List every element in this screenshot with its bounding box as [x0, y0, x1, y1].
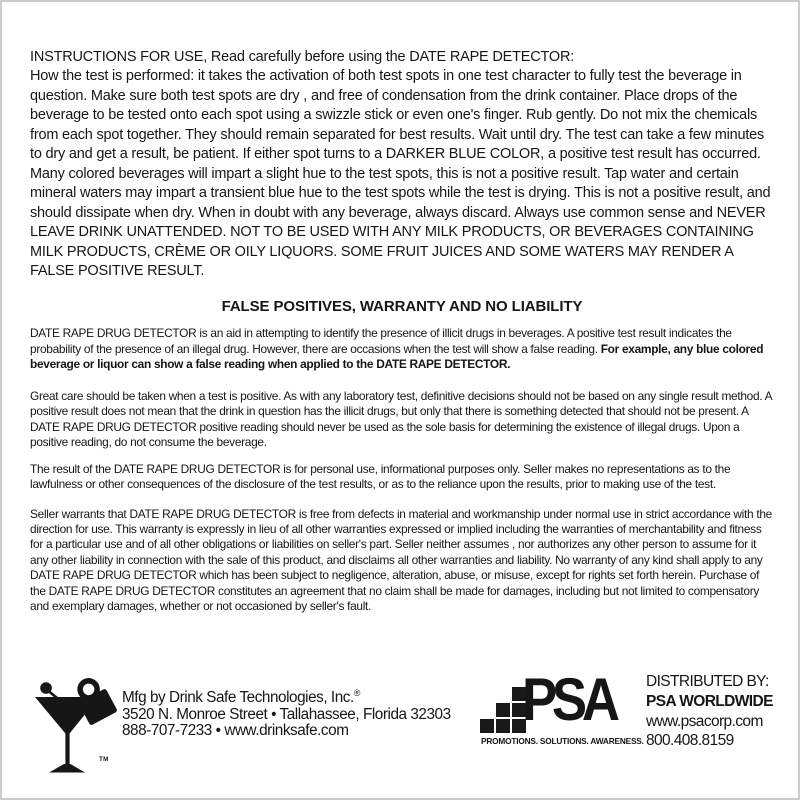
- warranty-paragraph-3: The result of the DATE RAPE DRUG DETECTOR is for personal use, informational purposes only. Seller makes no representations as to the lawfulness or other consequences of the disclosure of the test results, or as to the reliance upon the results, prior to making use of the test.: [30, 461, 731, 492]
- warranty-paragraph-1: [30, 326, 774, 372]
- warranty-paragraph-2: Great care should be taken when a test is positive. As with any laboratory test, definitive decisions should not be based on any single result method. A positive result does not mean that the drink in question has the illicit drugs, but only that there is something detected that should not be present. A DATE RAPE DRUG DETECTOR positive reading should never be used as the sole basis for determining the existence of illegal drugs. Upon a positive reading, do not consume the beverage.: [30, 388, 772, 450]
- distributor-website: www.psacorp.com: [646, 712, 763, 730]
- label-content: [30, 48, 774, 615]
- warranty-paragraph-1-bold: For example, any blue colored beverage or liquor can show a false reading when applied to the DATE RAPE DETECTOR.: [30, 341, 764, 372]
- manufacturer-name: Mfg by Drink Safe Technologies, Inc.: [122, 689, 354, 706]
- warranty-paragraph-1-normal: DATE RAPE DRUG DETECTOR is an aid in attempting to identify the presence of illicit drugs in beverages. A positive test result indicates the probability of the presence of an illegal drug. However, there are occasions when the test will show a false reading.: [30, 326, 732, 356]
- instructions-body: How the test is performed: it takes the activation of both test spots in one test character to fully test the beverage in question. Make sure both test spots are dry , and free of condensation from the drink container. Place drops of the beverage to be tested onto each spot using a swizzle stick or even one's finger. Rub gently. Do not mix the chemicals from each spot together. They should remain separated for best results. Wait until dry. The test can take a few minutes to dry and get a result, be patient. If either spot turns to a DARKER BLUE COLOR, a positive test result has occurred. Many colored beverages will impart a slight hue to the test spots, this is not a positive result. Tap water and certain mineral waters may impart a transient blue hue to the test spots while the test is drying. This is not a positive result, and should dissipate when dry. When in doubt with any beverage, always discard. Always use common sense and NEVER LEAVE DRINK UNATTENDED. NOT TO BE USED WITH ANY MILK PRODUCTS, OR BEVERAGES CONTAINING MILK PRODUCTS, CRÈME OR OILY LIQUORS. SOME FRUIT JUICES AND SOME WATERS MAY RENDER A FALSE POSITIVE RESULT.: [30, 68, 771, 279]
- psa-logo: [480, 666, 644, 752]
- manufacturer-info: [122, 687, 451, 740]
- instructions-title: INSTRUCTIONS FOR USE, Read carefully before using the DATE RAPE DETECTOR:: [30, 49, 575, 65]
- distributor-name: PSA WORLDWIDE: [646, 692, 773, 710]
- distributor-phone: 800.408.8159: [646, 732, 734, 750]
- instructions-section: [30, 48, 774, 281]
- manufacturer-address: 3520 N. Monroe Street • Tallahassee, Florida 32303: [122, 705, 451, 723]
- registered-mark: ®: [353, 687, 360, 698]
- distributor-info: [646, 672, 773, 751]
- distributor-label: DISTRIBUTED BY:: [646, 673, 769, 690]
- manufacturer-name-line: [122, 687, 451, 707]
- martini-glass-padlock-icon: [32, 678, 122, 778]
- manufacturer-phone-web: 888-707-7233 • www.drinksafe.com: [122, 722, 349, 740]
- trademark-mark: TM: [99, 756, 109, 763]
- psa-tagline: PROMOTIONS. SOLUTIONS. AWARENESS.: [481, 736, 644, 746]
- warranty-heading: FALSE POSITIVES, WARRANTY AND NO LIABILITY: [221, 298, 583, 316]
- psa-wordmark: PSA: [522, 666, 615, 733]
- drinksafe-logo: [32, 678, 122, 778]
- warranty-paragraph-4: Seller warrants that DATE RAPE DRUG DETECTOR is free from defects in material and workmanship under normal use in strict accordance with the direction for use. This warranty is expressly in lieu of all other warranties expressed or implied including the warranties of merchantability and fitness for a particular use and of all other obligations or liabilities on seller's part. Seller neither assumes , nor authorizes any other person to assume for it any other liability in connection with the sale of this product, and disclaims all other warranties and liability. No warranty of any kind shall apply to any DATE RAPE DRUG DETECTOR which has been subject to negligence, alteration, abuse, or misuse, except for rights set forth herein. Purchase of the DATE RAPE DRUG DETECTOR constitutes an agreement that no claim shall be made for damages, including but not limited to compensatory and exemplary damages, whether or not occasioned by seller's fault.: [30, 506, 772, 614]
